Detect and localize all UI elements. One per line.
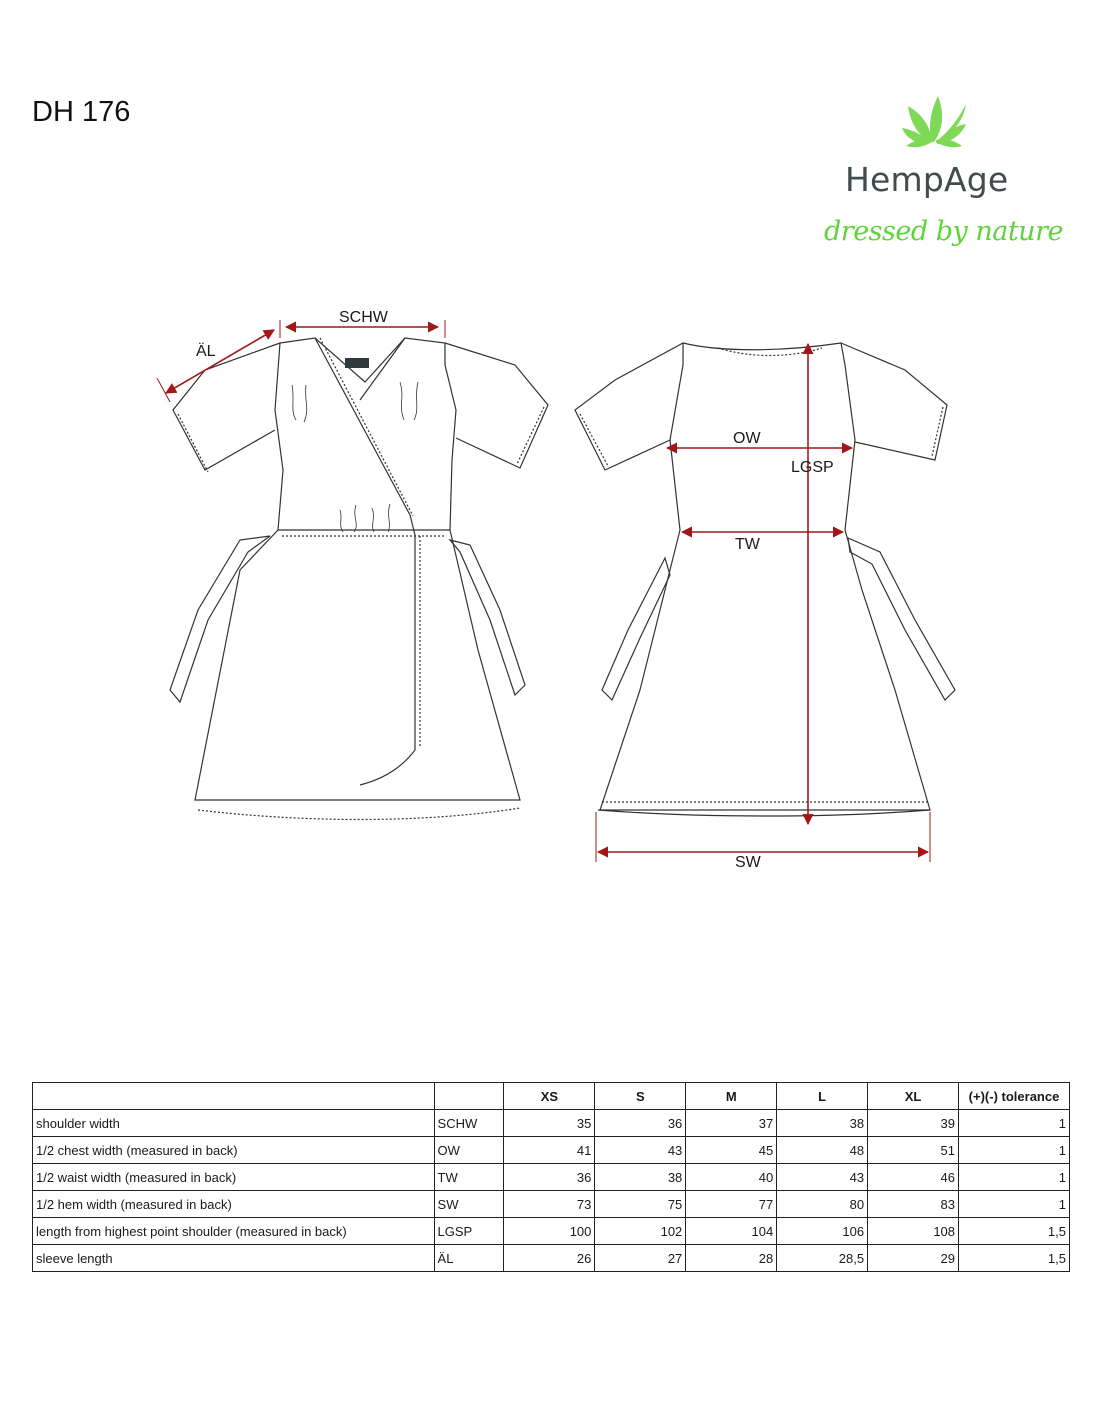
label-sw: SW: [735, 854, 761, 871]
label-schw: SCHW: [339, 309, 388, 326]
cell-l: 48: [777, 1137, 868, 1164]
cell-s: 43: [595, 1137, 686, 1164]
measurement-arrows: [157, 320, 930, 862]
cell-xl: 29: [868, 1245, 959, 1272]
technical-drawing: [0, 290, 1100, 890]
label-al: ÄL: [196, 343, 216, 360]
label-ow: OW: [733, 430, 761, 447]
table-row: [33, 1245, 1070, 1272]
brand-tagline: dressed by nature: [824, 216, 1063, 247]
cell-s: 36: [595, 1110, 686, 1137]
table-row: [33, 1137, 1070, 1164]
cell-xs: 73: [504, 1191, 595, 1218]
cell-xs: 35: [504, 1110, 595, 1137]
row-code: SCHW: [434, 1110, 504, 1137]
header-description: [33, 1083, 435, 1110]
table-row: [33, 1164, 1070, 1191]
header-size-s: S: [595, 1083, 686, 1110]
cell-tolerance: 1,5: [959, 1218, 1070, 1245]
cell-s: 27: [595, 1245, 686, 1272]
cell-s: 102: [595, 1218, 686, 1245]
cell-tolerance: 1: [959, 1110, 1070, 1137]
header-size-xs: XS: [504, 1083, 595, 1110]
cell-xl: 83: [868, 1191, 959, 1218]
label-tw: TW: [735, 536, 760, 553]
cell-tolerance: 1: [959, 1164, 1070, 1191]
row-description: 1/2 waist width (measured in back): [33, 1164, 435, 1191]
table-row: [33, 1110, 1070, 1137]
row-code: OW: [434, 1137, 504, 1164]
header-size-xl: XL: [868, 1083, 959, 1110]
header-size-l: L: [777, 1083, 868, 1110]
header-code: [434, 1083, 504, 1110]
cell-l: 43: [777, 1164, 868, 1191]
cell-tolerance: 1,5: [959, 1245, 1070, 1272]
row-code: TW: [434, 1164, 504, 1191]
header-size-m: M: [686, 1083, 777, 1110]
table-row: [33, 1191, 1070, 1218]
cell-m: 77: [686, 1191, 777, 1218]
row-description: sleeve length: [33, 1245, 435, 1272]
label-lgsp: LGSP: [791, 459, 834, 476]
row-description: 1/2 chest width (measured in back): [33, 1137, 435, 1164]
cell-s: 75: [595, 1191, 686, 1218]
size-chart-table: [32, 1082, 1070, 1272]
cell-xs: 100: [504, 1218, 595, 1245]
dress-front-view: [170, 338, 548, 820]
table-header-row: [33, 1083, 1070, 1110]
row-code: ÄL: [434, 1245, 504, 1272]
cell-xl: 46: [868, 1164, 959, 1191]
row-description: length from highest point shoulder (measured in back): [33, 1218, 435, 1245]
cell-tolerance: 1: [959, 1137, 1070, 1164]
cell-l: 38: [777, 1110, 868, 1137]
cell-m: 40: [686, 1164, 777, 1191]
cell-xl: 108: [868, 1218, 959, 1245]
cell-l: 28,5: [777, 1245, 868, 1272]
brand-name: HempAge: [845, 160, 1009, 199]
row-description: shoulder width: [33, 1110, 435, 1137]
cell-xl: 51: [868, 1137, 959, 1164]
row-description: 1/2 hem width (measured in back): [33, 1191, 435, 1218]
cell-s: 38: [595, 1164, 686, 1191]
cell-xs: 36: [504, 1164, 595, 1191]
cell-tolerance: 1: [959, 1191, 1070, 1218]
cell-m: 104: [686, 1218, 777, 1245]
row-code: SW: [434, 1191, 504, 1218]
cell-m: 28: [686, 1245, 777, 1272]
cell-l: 106: [777, 1218, 868, 1245]
dress-back-view: [575, 343, 955, 816]
cell-xs: 41: [504, 1137, 595, 1164]
row-code: LGSP: [434, 1218, 504, 1245]
table-row: [33, 1218, 1070, 1245]
document-title: DH 176: [32, 96, 131, 128]
cell-xs: 26: [504, 1245, 595, 1272]
cell-xl: 39: [868, 1110, 959, 1137]
arrow-al: [166, 330, 274, 393]
header-tolerance: (+)(-) tolerance: [959, 1083, 1070, 1110]
cell-l: 80: [777, 1191, 868, 1218]
cell-m: 45: [686, 1137, 777, 1164]
cell-m: 37: [686, 1110, 777, 1137]
